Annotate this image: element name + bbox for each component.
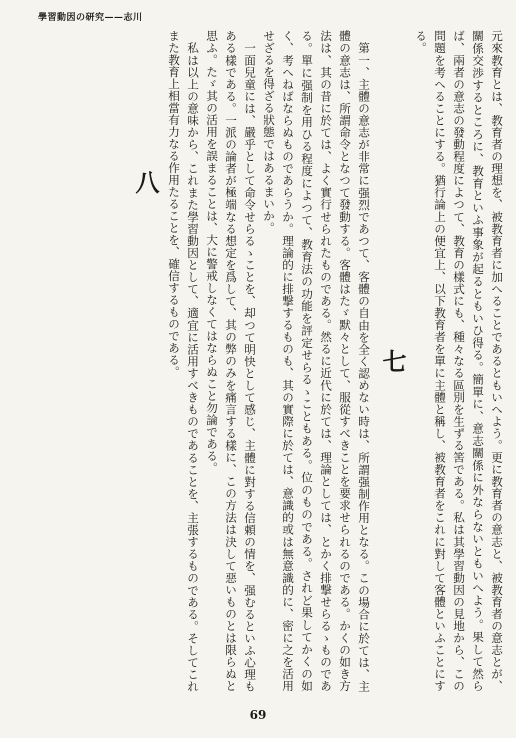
page-number: 69 (249, 708, 267, 722)
paragraph-first-method: 第一、主體の意志が非常に强烈であつて、客體の自由を全く認めない時は、所謂强制作用となる。この場合に於ては、主體の意志は、所謂命令となつて發動する。客體はたゞ默々として、服從すべきことを要求せられるのである。かくの如き方法は、其の昔に於ては、よく實行せられたものである。然るに近代に於ては、理論としては、とかく排撃せらるゝものである。單に强制を用ひる程度によつて、教育法の功能を評定せらるゝこともある。位のものである。されど果してかくの如く、考へねばならぬものであらうか。理論的に排撃するものも、其の實際に於ては、意識的或は無意識的に、密に之を活用せざるを得ざる狀態ではあるまいか。 (262, 30, 371, 692)
paragraph-intro: 元來教育とは、教育者の理想を、被教育者に加へることであるともいへよう。更に教育者の意志と、被教育者の意志とが、關係交渉するところに、教育といふ事象が起るともいひ得る。簡單に、意志關係に外ならないともいへよう。果して然らば、兩者の意志の發動程度によつて、教育の樣式にも、種々なる區別を生ずる筈である。私は其學習動因の見地から、この問題を考へることにする。猶行論上の便宜上、以下教育者を單に主體と稱し、被教育者をこれに對して客體といふことにする。 (414, 30, 504, 692)
vertical-text-body (20, 30, 506, 692)
section-heading-eight: 八 (131, 170, 160, 194)
section-heading-seven: 七 (378, 349, 407, 373)
paragraph-conclusion: 私は以上の意味から、これまた學習動因として、適宜に活用すべきものであることを、主張するものである。そしてこれまた教育上相當有力なる作用たることを、確信するものである。 (167, 30, 200, 692)
paragraph-child-psychology: 一面兒童には、嚴乎として命令せらるゝことを、却つて明快として感じ、主體に對する信頼の情を、强むるといふ心理もある樣である。一派の論者が極端なる想定を爲して、其の弊のみを痛言する樣に、この方法は決して惡いものとは限らぬと思ふ。たゞ其の活用を誤まることは、大に警戒しなくてはならぬこと勿論である。 (205, 30, 257, 692)
running-head: 學習動因の研究——志川 (38, 13, 143, 23)
